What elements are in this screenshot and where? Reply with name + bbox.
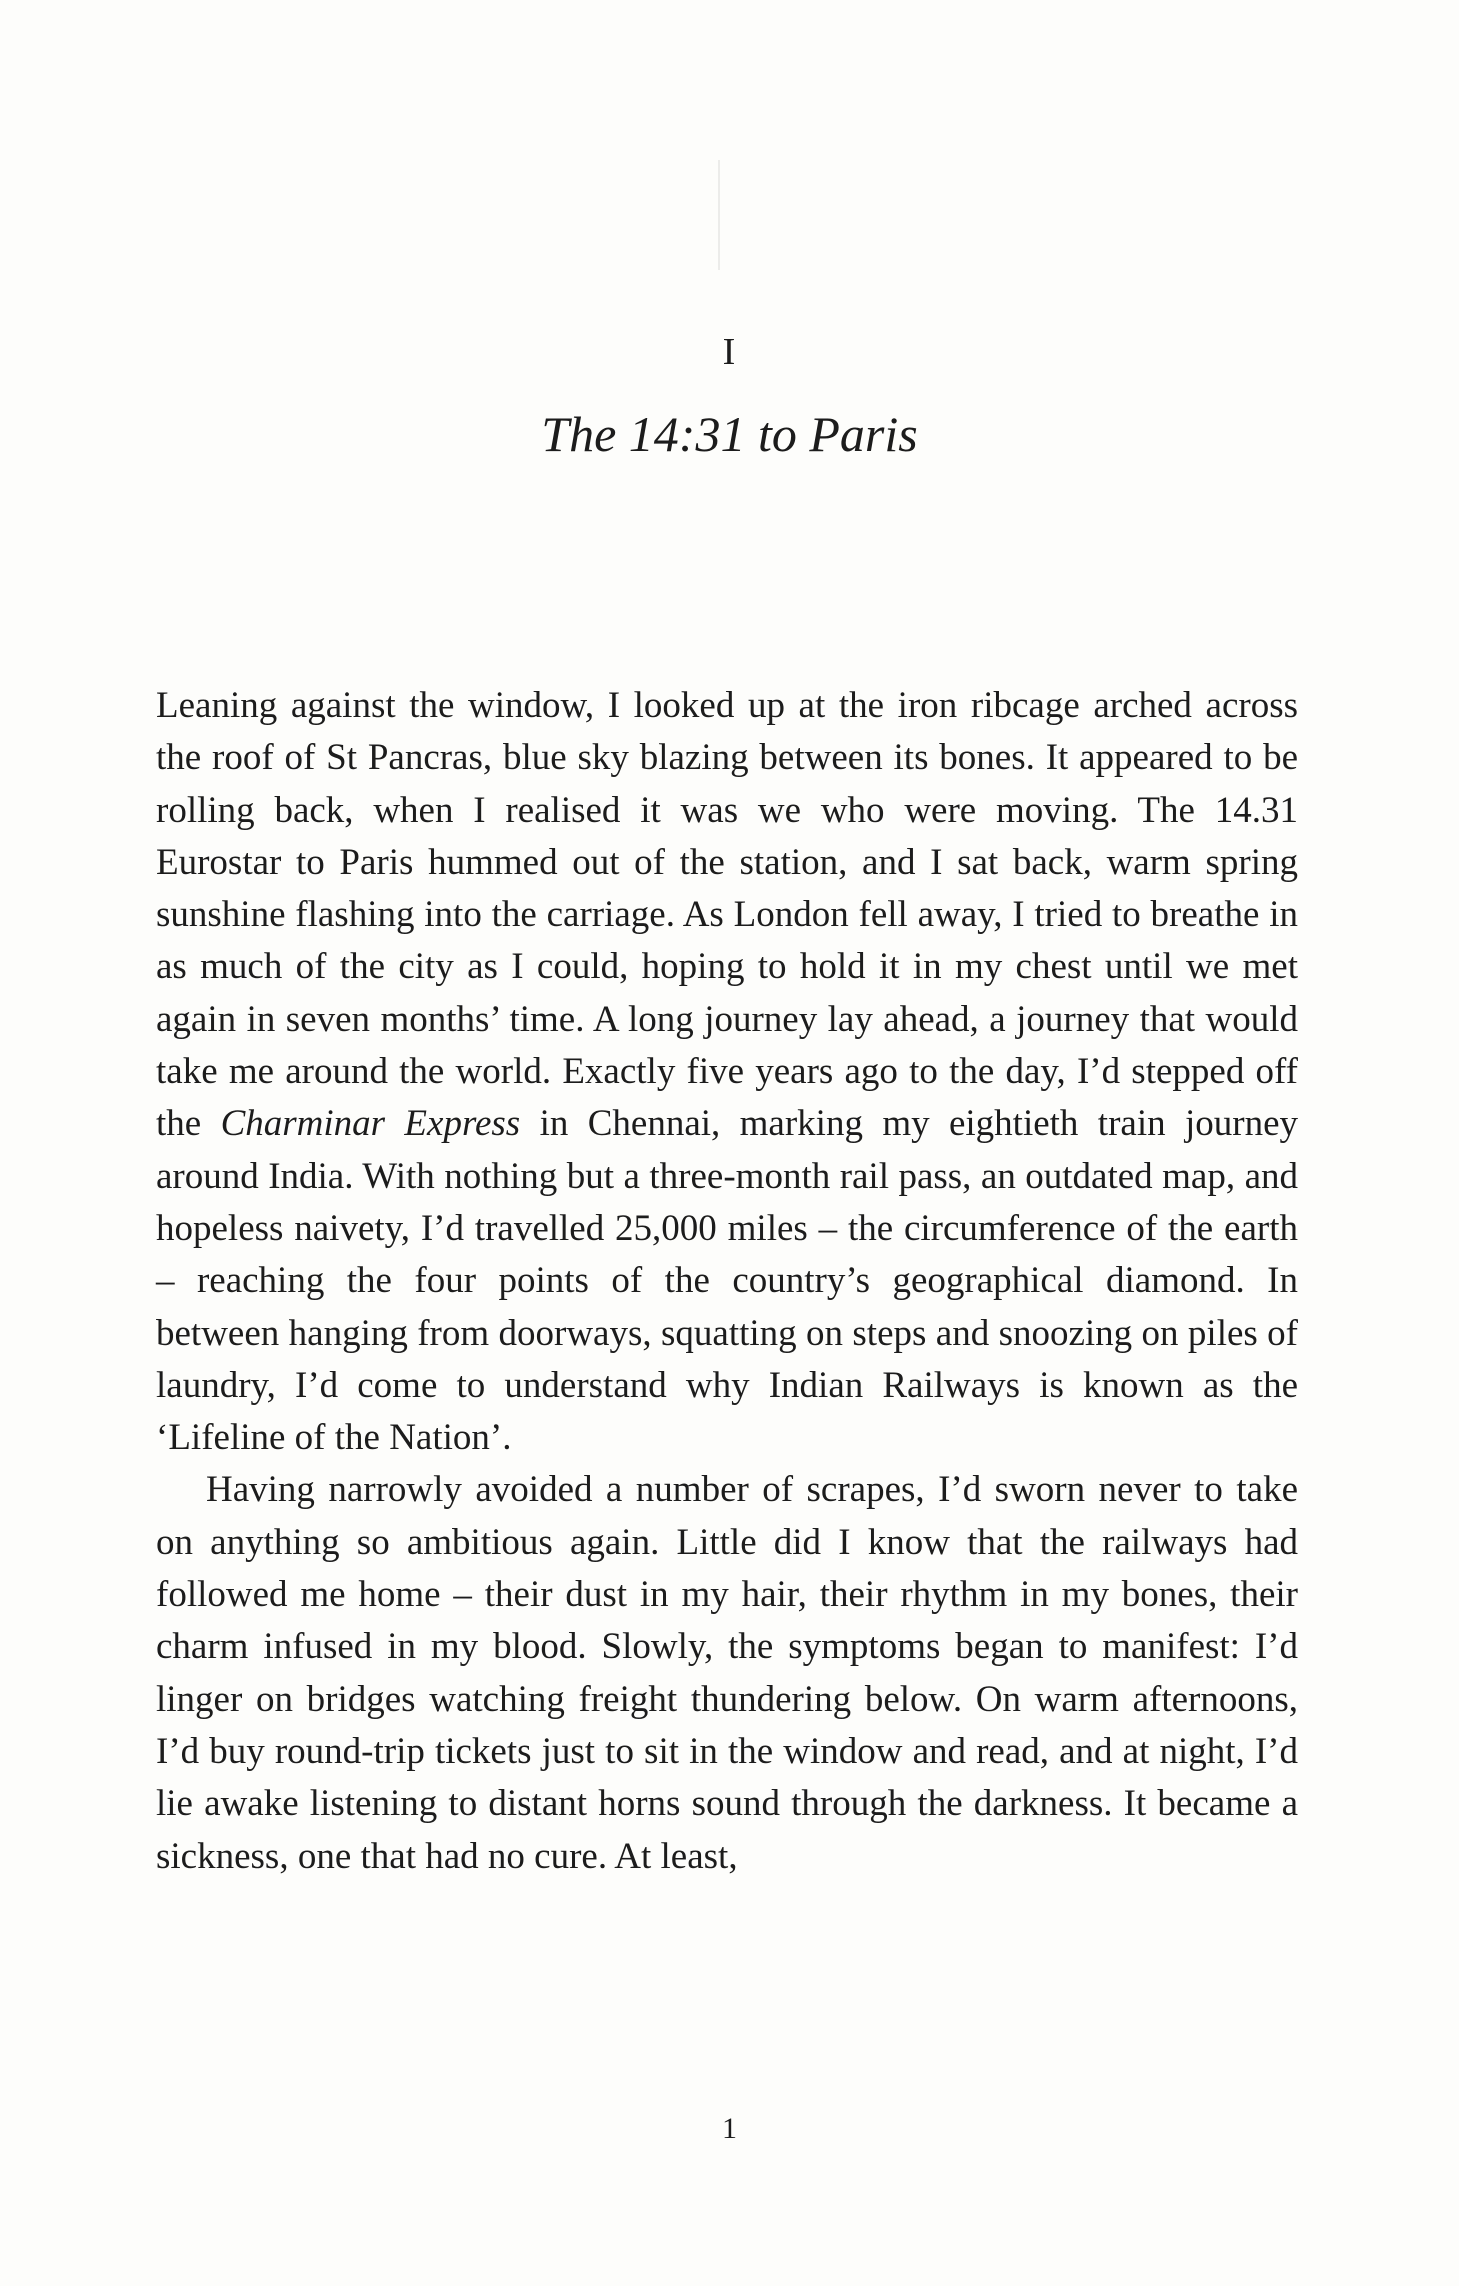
paragraph-1-text-a: Leaning against the window, I looked up at the iron ribcage arched across the roof of St Pancras, blue sky blazing between its bones. It appeared to be rolling back, when I realised it was we who were moving. The 14.31 Eurostar to Paris hummed out of the station, and I sat back, warm spring sunshine flashing into the carriage. As London fell away, I tried to breathe in as much of the city as I could, hoping to hold it in my chest until we met again in seven months’ time. A long journey lay ahead, a journey that would take me around the world. Exactly five years ago to the day, I’d stepped off the — [156, 685, 1298, 1145]
chapter-title: The 14:31 to Paris — [541, 406, 918, 462]
paragraph-1 — [156, 680, 1298, 1464]
page-number: 1 — [722, 2112, 737, 2145]
chapter-number: I — [722, 331, 737, 373]
bleed-mark — [718, 160, 720, 270]
paragraph-1-text-b: in Chennai, marking my eightieth train journey around India. With nothing but a three-month rail pass, an outdated map, and hopeless naivety, I’d travelled 25,000 miles – the circumference of the earth – reaching the four points of the country’s geographical diamond. In between hanging from doorways, squatting on steps and snoozing on piles of laundry, I’d come to understand why Indian Railways is known as the ‘Lifeline of the Nation’. — [156, 1103, 1298, 1459]
train-name: Charminar Express — [220, 1103, 521, 1145]
paragraph-2: Having narrowly avoided a number of scrapes, I’d sworn never to take on anything so ambitious again. Little did I know that the railways had followed me home – their dust in my hair, their rhythm in my bones, their charm infused in my blood. Slowly, the symptoms began to manifest: I’d linger on bridges watching freight thundering below. On warm afternoons, I’d buy round-trip tickets just to sit in the window and read, and at night, I’d lie awake listening to distant horns sound through the darkness. It became a sickness, one that had no cure. At least, — [156, 1469, 1298, 1877]
body-text — [156, 680, 1298, 1883]
